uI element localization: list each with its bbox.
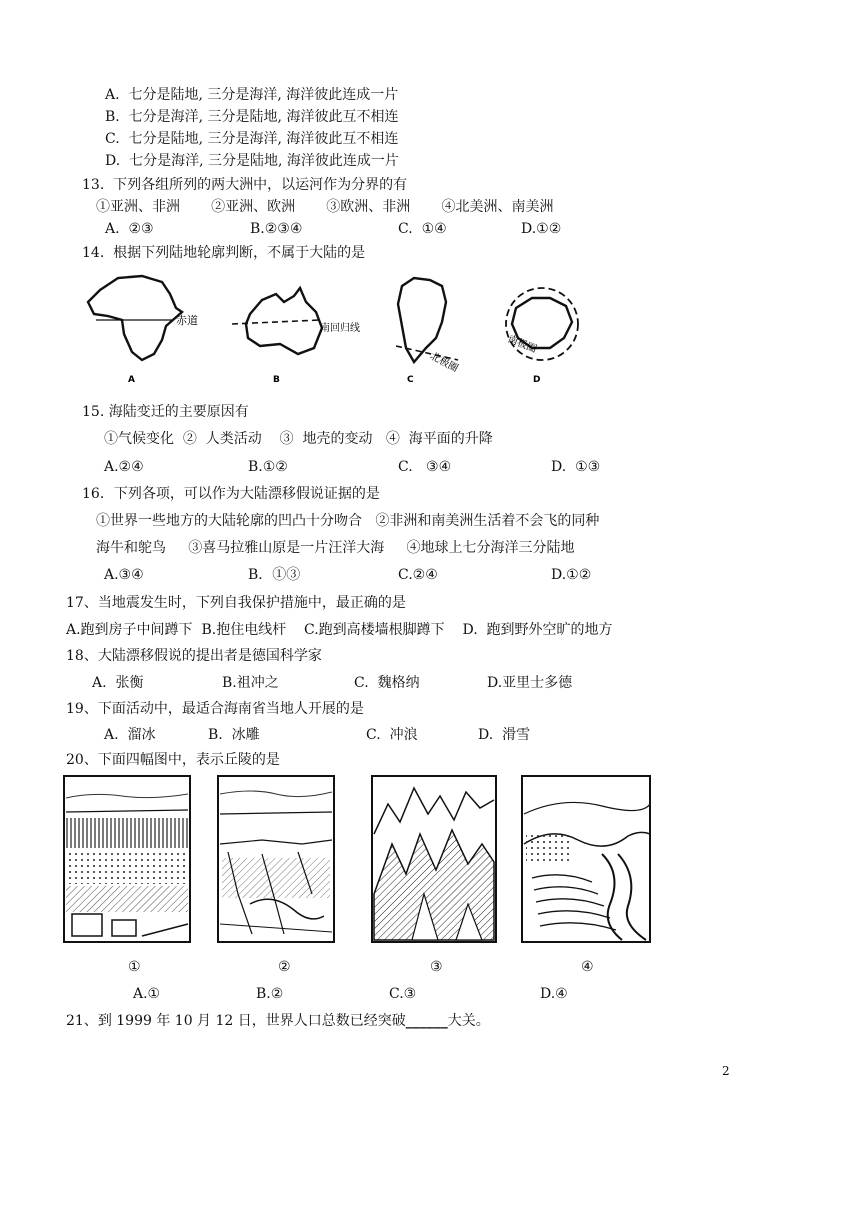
- map-letter-b: B: [273, 375, 280, 385]
- q20-choice-d: D.④: [540, 986, 568, 1002]
- q13-choice-a: A. ②③: [105, 221, 154, 237]
- q15-items: ①气候变化 ② 人类活动 ③ 地壳的变动 ④ 海平面的升降: [104, 431, 493, 447]
- q12-option-b: B. 七分是海洋, 三分是陆地, 海洋彼此互不相连: [105, 109, 399, 125]
- q19-stem: 19、下面活动中，最适合海南省当地人开展的是: [66, 701, 364, 717]
- africa-outline: [88, 276, 182, 360]
- q20-choice-b: B.②: [256, 986, 284, 1002]
- landform-pictures: [62, 774, 654, 946]
- q20-stem: 20、下面四幅图中，表示丘陵的是: [66, 752, 280, 768]
- landform-picture-3: [372, 776, 496, 942]
- antarctic-circle-label: 南极圈: [506, 333, 539, 356]
- q12-option-a: A. 七分是陆地, 三分是海洋, 海洋彼此连成一片: [105, 87, 399, 103]
- landform-picture-2: [218, 776, 334, 942]
- picture-label-3: ③: [430, 959, 443, 975]
- q15-stem: 15. 海陆变迁的主要原因有: [82, 404, 249, 420]
- landform-picture-1: [64, 776, 190, 942]
- q21-tail: 大关。: [447, 1013, 490, 1029]
- landform-picture-4: [522, 776, 650, 942]
- q16-stem: 16．下列各项，可以作为大陆漂移假说证据的是: [82, 486, 380, 502]
- q21-stem: 21、到 1999 年 10 月 12 日，世界人口总数已经突破: [66, 1013, 406, 1029]
- q16-choice-a: A.③④: [104, 567, 144, 583]
- q18-stem: 18、大陆漂移假说的提出者是德国科学家: [66, 648, 322, 664]
- q19-choice-a: A. 溜冰: [104, 727, 156, 743]
- q13-choice-d: D.①②: [521, 221, 562, 237]
- page-number: 2: [722, 1064, 730, 1078]
- greenland-outline: [398, 278, 446, 362]
- q17-choices: A.跑到房子中间蹲下 B.抱住电线杆 C.跑到高楼墙根脚蹲下 D. 跑到野外空旷的地方: [66, 622, 613, 638]
- q15-choice-b: B.①②: [248, 459, 288, 475]
- q18-choice-c: C. 魏格纳: [354, 675, 420, 691]
- picture-label-4: ④: [581, 959, 594, 975]
- q16-choice-c: C.②④: [398, 567, 438, 583]
- picture-label-1: ①: [128, 959, 141, 975]
- arctic-circle-label: 北极圈: [428, 350, 460, 375]
- continent-outlines-figure: [70, 268, 590, 390]
- q12-option-d: D. 七分是海洋, 三分是陆地, 海洋彼此连成一片: [105, 153, 399, 169]
- equator-label: 赤道: [176, 314, 198, 327]
- tropic-of-capricorn-line: [232, 320, 320, 324]
- picture-label-2: ②: [278, 959, 291, 975]
- q17-stem: 17、当地震发生时，下列自我保护措施中，最正确的是: [66, 595, 406, 611]
- q19-choice-c: C. 冲浪: [366, 727, 418, 743]
- q12-option-c: C. 七分是陆地, 三分是海洋, 海洋彼此互不相连: [105, 131, 399, 147]
- q15-choice-a: A.②④: [104, 459, 144, 475]
- q21-question: [66, 1012, 490, 1030]
- q13-choice-b: B.②③④: [250, 221, 303, 237]
- q15-choice-c: C. ③④: [398, 459, 452, 475]
- q16-choice-d: D.①②: [551, 567, 592, 583]
- q19-choice-d: D. 滑雪: [478, 727, 531, 743]
- map-letter-a: A: [128, 375, 135, 385]
- q16-items-line2: 海牛和鸵鸟 ③喜马拉雅山原是一片汪洋大海 ④地球上七分海洋三分陆地: [96, 540, 575, 556]
- q20-choice-a: A.①: [133, 986, 161, 1002]
- q13-choice-c: C. ①④: [398, 221, 447, 237]
- q16-choice-b: B．①③: [248, 567, 301, 583]
- q18-choice-a: A. 张衡: [92, 675, 144, 691]
- q14-stem: 14. 根据下列陆地轮廓判断，不属于大陆的是: [82, 245, 366, 261]
- map-letter-d: D: [533, 375, 541, 385]
- q16-items-line1: ①世界一些地方的大陆轮廓的凹凸十分吻合 ②非洲和南美洲生活着不会飞的同种: [96, 513, 600, 529]
- q18-choice-b: B.祖冲之: [222, 675, 279, 691]
- q20-choice-c: C.③: [389, 986, 417, 1002]
- tropic-of-capricorn-label: 南回归线: [320, 323, 360, 334]
- map-letter-c: C: [407, 375, 414, 385]
- q13-items: ①亚洲、非洲 ②亚洲、欧洲 ③欧洲、非洲 ④北美洲、南美洲: [96, 199, 554, 215]
- q18-choice-d: D.亚里士多德: [487, 675, 573, 691]
- q19-choice-b: B. 冰雕: [208, 727, 260, 743]
- q21-blank: ______: [405, 1013, 448, 1029]
- q13-stem: 13. 下列各组所列的两大洲中，以运河作为分界的有: [82, 177, 408, 193]
- q15-choice-d: D. ①③: [551, 459, 601, 475]
